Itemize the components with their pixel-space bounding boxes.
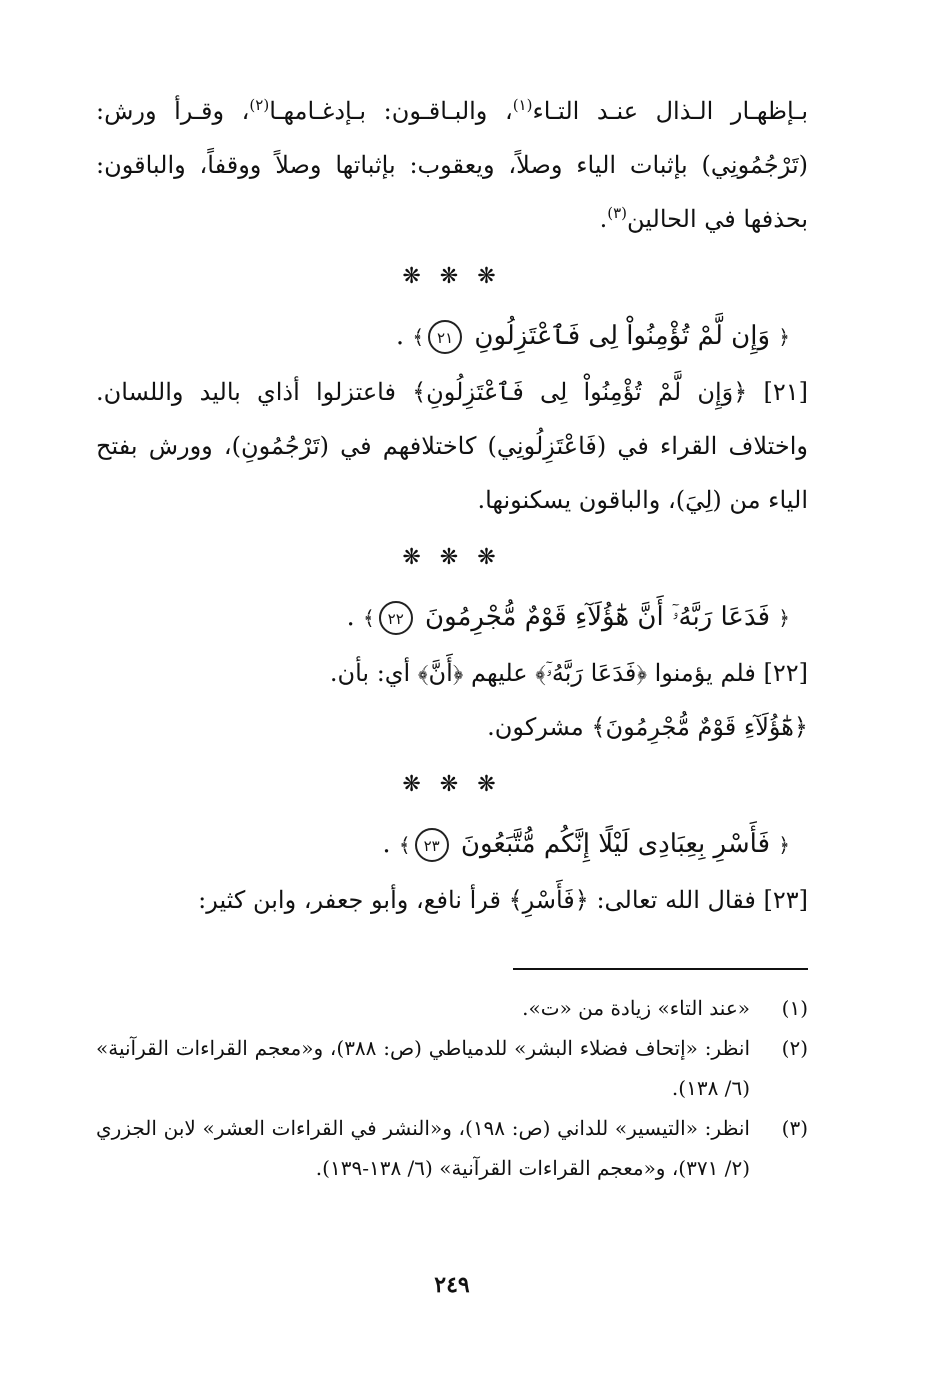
verse-end-mark: . (395, 321, 405, 351)
footnote-ref-2[interactable]: (٢) (249, 96, 270, 114)
verse-close-bracket: ﴾ (412, 325, 425, 349)
verse-open-bracket: ﴿ (778, 325, 790, 349)
footnote-text: انظر: «التيسير» للداني (ص: ١٩٨)، و«النشر في القراءات العشر» لابن الجزري (٢/ ٣٧١)، و«معجم القراءات القرآنية» (٦/ ١٣٨-١٣٩). (96, 1116, 750, 1180)
footnote-1 (96, 988, 808, 1028)
commentary-21: [٢١] ﴿وَإِن لَّمْ تُؤْمِنُواْ لِى فَٱعْتَزِلُونِ﴾ فاعتزلوا أذاي باليد واللسان. واختلاف القراء في (فَاعْتَزِلُونِي) كاختلافهم في (تَرْجُمُونِ)، وورش بفتح الياء من (لِيَ)، والباقون يسكنونها. (96, 378, 808, 514)
section-separator: ❋ ❋ ❋ (402, 264, 502, 289)
verse-number-badge: ٢١ (428, 320, 462, 354)
footnote-divider (513, 968, 808, 970)
paragraph-text-c: ، وقـرأ ورش: (تَرْجُمُونِي) بإثبات الياء وصلاً، ويعقوب: بإثباتها وصلاً ووقفاً، والباقون: بحذفها في الحالين (96, 97, 808, 233)
verse-text: فَدَعَا رَبَّهُۥٓ أَنَّ هَٰٓؤُلَآءِ قَوْمٌ مُّجْرِمُونَ (424, 602, 771, 632)
verse-22 (96, 589, 790, 646)
verse-close-bracket: ﴾ (362, 606, 375, 630)
verse-text: وَإِن لَّمْ تُؤْمِنُواْ لِى فَٱعْتَزِلُونِ (474, 321, 771, 351)
commentary-22-line2: ﴿هَٰٓؤُلَآءِ قَوْمٌ مُّجْرِمُونَ﴾ مشركون. (487, 713, 808, 741)
footnote-number: (١) (781, 996, 808, 1020)
footnote-text: «عند التاء» زيادة من «ت». (522, 996, 750, 1020)
verse-open-bracket: ﴿ (778, 606, 790, 630)
verse-number-badge: ٢٢ (379, 601, 413, 635)
book-page (96, 84, 808, 1324)
verse-end-mark: . (382, 829, 391, 859)
footnotes-section (96, 988, 808, 1188)
verse-close-bracket: ﴾ (398, 833, 411, 857)
footnote-3 (96, 1108, 808, 1188)
verse-open-bracket: ﴿ (778, 833, 790, 857)
footnote-number: (٢) (781, 1036, 808, 1060)
opening-paragraph (96, 84, 808, 246)
footnote-ref-1[interactable]: (١) (512, 96, 533, 114)
section-separator: ❋ ❋ ❋ (402, 545, 502, 570)
footnote-text: انظر: «إتحاف فضلاء البشر» للدمياطي (ص: ٣٨٨)، و«معجم القراءات القرآنية» (٦/ ١٣٨). (96, 1036, 750, 1100)
verse-text: فَأَسْرِ بِعِبَادِى لَيْلًا إِنَّكُم مُّتَّبَعُونَ (460, 829, 771, 859)
verse-number-badge: ٢٣ (415, 828, 449, 862)
verse-23 (96, 816, 790, 873)
commentary-23: [٢٣] فقال الله تعالى: ﴿فَأَسْرِ﴾ قرأ نافع، وأبو جعفر، وابن كثير: (198, 886, 808, 914)
verse-21 (96, 308, 790, 365)
paragraph-text-d: . (599, 205, 608, 233)
footnote-number: (٣) (781, 1116, 808, 1140)
commentary-22-line1: [٢٢] فلم يؤمنوا ﴿فَدَعَا رَبَّهُۥٓ﴾ عليهم ﴿أَنَّ﴾ أي: بأن. (329, 659, 808, 687)
paragraph-text-a: بـإظهـار الـذال عنـد التـاء (532, 97, 808, 125)
footnote-ref-3[interactable]: (٣) (607, 204, 628, 222)
paragraph-text-b: ، والبـاقـون: بـإدغـامهـا (269, 97, 513, 125)
section-separator: ❋ ❋ ❋ (402, 772, 502, 797)
footnote-2 (96, 1028, 808, 1108)
verse-end-mark: . (346, 602, 355, 632)
page-number: ٢٤٩ (434, 1272, 470, 1298)
